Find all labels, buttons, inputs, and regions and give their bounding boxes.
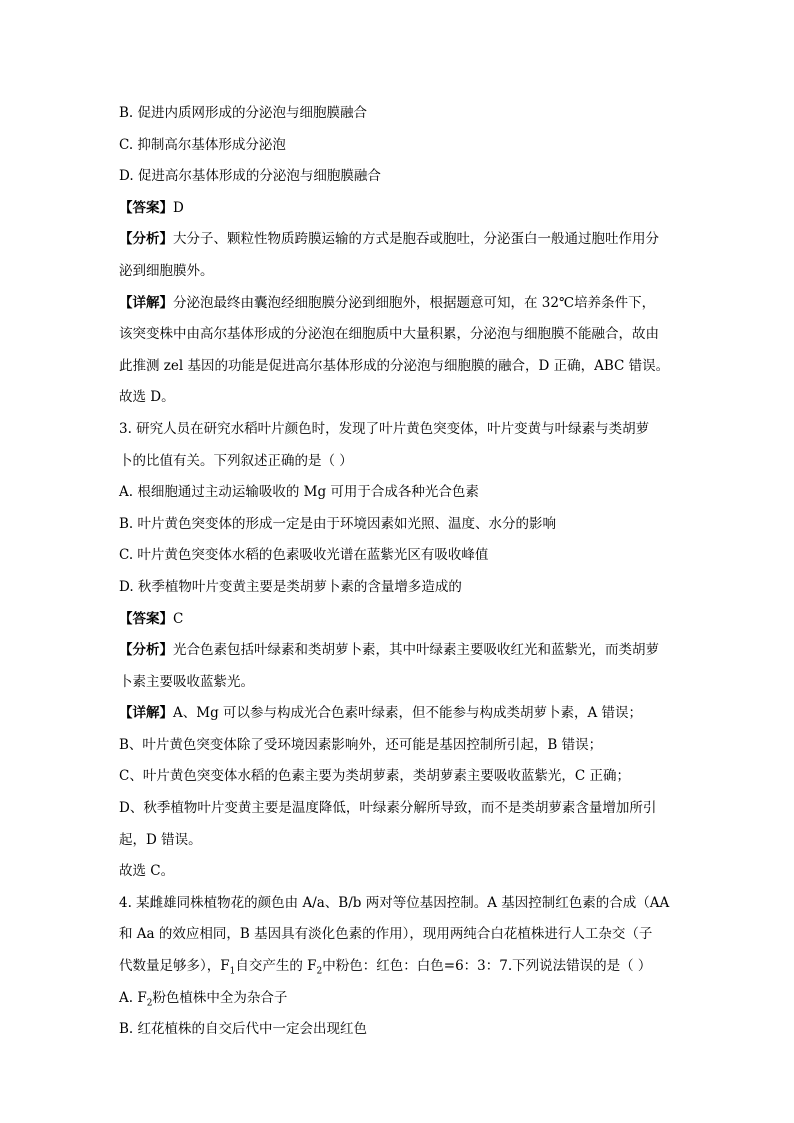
q3-analysis-line-2: 卜素主要吸收蓝紫光。: [119, 673, 254, 690]
q3-detail-line-5: 起，D 错误。: [119, 831, 202, 848]
q4-subscript-2: 2: [316, 966, 323, 977]
q4-option-a-subscript: 2: [146, 998, 153, 1009]
q3-answer-label: 【答案】: [119, 610, 173, 627]
q2-detail-line-3: 此推测 zel 基因的功能是促进高尔基体形成的分泌泡与细胞膜的融合，D 正确，ABC 错误。: [119, 357, 670, 374]
q2-choose: 故选 D。: [119, 389, 175, 406]
q3-answer-value: C: [173, 610, 184, 627]
q3-detail-line-1: [119, 698, 685, 730]
q4-option-a: [119, 983, 685, 1015]
q3-option-c: C. 叶片黄色突变体水稻的色素吸收光谱在蓝紫光区有吸收峰值: [119, 547, 489, 564]
q3-detail-line-4: D、秋季植物叶片变黄主要是温度降低，叶绿素分解所导致，而不是类胡萝素含量增加所引: [119, 800, 657, 817]
q2-detail-text-1: 分泌泡最终由囊泡经细胞膜分泌到细胞外，根据题意可知，在 32℃培养条件下，: [173, 294, 656, 311]
q4-option-b: B. 红花植株的自交后代中一定会出现红色: [119, 1021, 368, 1038]
q4-stem-text-a: 代数量足够多），F: [119, 958, 230, 975]
q2-detail-line-2: 该突变株中由高尔基体形成的分泌泡在细胞质中大量积累，分泌泡与细胞膜不能融合，故由: [119, 326, 659, 343]
q2-detail-line-1: [119, 288, 685, 320]
q3-option-a: A. 根细胞通过主动运输吸收的 Mg 可用于合成各种光合色素: [119, 484, 479, 501]
q3-detail-line-3: C、叶片黄色突变体水稻的色素主要为类胡萝素，类胡萝素主要吸收蓝紫光，C 正确；: [119, 768, 630, 785]
q4-stem-text-b: 自交产生的 F: [235, 958, 317, 975]
q3-detail-line-2: B、叶片黄色突变体除了受环境因素影响外，还可能是基因控制所引起，B 错误；: [119, 736, 603, 753]
q4-stem-line-3: [119, 951, 685, 983]
q3-detail-label: 【详解】: [119, 705, 173, 722]
q3-detail-text-1: A、Mg 可以参与构成光合色素叶绿素，但不能参与构成类胡萝卜素，A 错误；: [173, 705, 643, 722]
q4-subscript-1: 1: [229, 966, 236, 977]
q2-analysis-label: 【分析】: [119, 231, 173, 248]
q3-option-b: B. 叶片黄色突变体的形成一定是由于环境因素如光照、温度、水分的影响: [119, 515, 557, 532]
q3-analysis-text-1: 光合色素包括叶绿素和类胡萝卜素，其中叶绿素主要吸收红光和蓝紫光，而类胡萝: [173, 642, 659, 659]
q4-stem-line-2: 和 Aa 的效应相同，B 基因具有淡化色素的作用），现用两纯合白花植株进行人工杂交（子: [119, 926, 653, 943]
q2-analysis-line-1: [119, 224, 685, 256]
q4-stem-line-1: 4. 某雌雄同株植物花的颜色由 A/a、B/b 两对等位基因控制。A 基因控制红色素的合成（AA: [119, 894, 670, 911]
q3-analysis-line-1: [119, 635, 685, 667]
q3-option-d: D. 秋季植物叶片变黄主要是类胡萝卜素的含量增多造成的: [119, 578, 462, 595]
document-page: [119, 98, 685, 1046]
q4-option-a-text-b: 粉色植株中全为杂合子: [152, 989, 288, 1006]
q3-stem-line-1: 3. 研究人员在研究水稻叶片颜色时，发现了叶片黄色突变体，叶片变黄与叶绿素与类胡萝: [119, 420, 650, 437]
q2-option-d: D. 促进高尔基体形成的分泌泡与细胞膜融合: [119, 168, 381, 185]
q3-choose: 故选 C。: [119, 863, 175, 880]
q2-answer-value: D: [173, 199, 184, 216]
q2-answer-label: 【答案】: [119, 199, 173, 216]
q2-analysis-line-2: 泌到细胞膜外。: [119, 262, 214, 279]
q3-analysis-label: 【分析】: [119, 642, 173, 659]
q2-analysis-text-1: 大分子、颗粒性物质跨膜运输的方式是胞吞或胞吐，分泌蛋白一般通过胞吐作用分: [173, 231, 659, 248]
q3-stem-line-2: 卜的比值有关。下列叙述正确的是（ ）: [119, 452, 353, 469]
q2-detail-label: 【详解】: [119, 294, 173, 311]
q2-answer: [119, 193, 685, 225]
q2-option-c: C. 抑制高尔基体形成分泌泡: [119, 136, 286, 153]
q4-option-a-text-a: A. F: [119, 989, 147, 1006]
q2-option-b: B. 促进内质网形成的分泌泡与细胞膜融合: [119, 105, 368, 121]
q3-answer: [119, 604, 685, 636]
q4-stem-text-c: 中粉色：红色：白色=6：3：7.下列说法错误的是（ ）: [322, 958, 652, 975]
